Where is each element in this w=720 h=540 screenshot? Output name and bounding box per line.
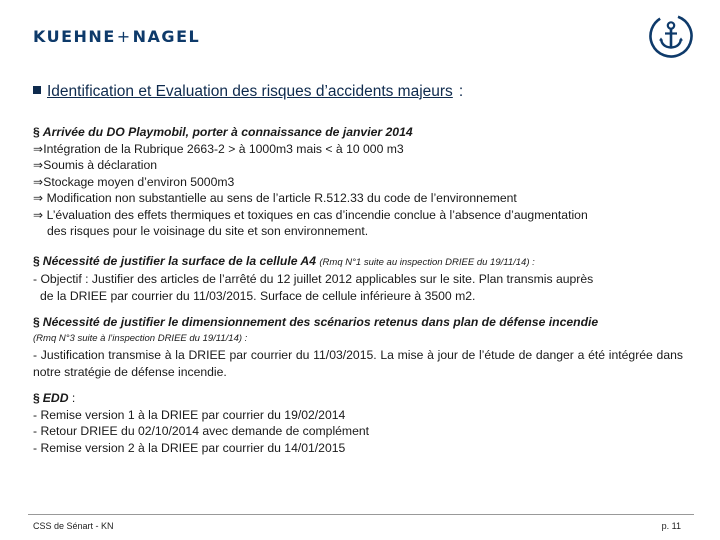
section-heading (33, 314, 683, 331)
list-item-continuation: des risques pour le voisinage du site et son environnement. (47, 224, 369, 238)
slide-title (33, 83, 463, 101)
bullet-icon: § (33, 253, 40, 268)
paragraph-line: de la DRIEE par courrier du 11/03/2015. Surface de cellule inférieure à 3500 m2. (40, 288, 476, 303)
section-heading-text: EDD (42, 391, 69, 405)
section-cellule-a4 (33, 253, 683, 305)
title-text: Identification et Evaluation des risques d’accidents majeurs (47, 83, 453, 100)
inspection-note: (Rmq N°1 suite au inspection DRIEE du 19/11/14) : (319, 256, 535, 268)
section-do-playmobil (33, 124, 683, 240)
list-item-text: L’évaluation des effets thermiques et toxiques en cas d’incendie conclue à l’absence d’augmentation (43, 207, 588, 222)
list-item: - Retour DRIEE du 02/10/2014 avec demande de complément (33, 424, 370, 438)
logo-plus: + (116, 27, 132, 46)
list-item (33, 207, 683, 224)
section-heading-text: Arrivée du DO Playmobil, porter à connaissance de janvier 2014 (42, 125, 413, 139)
list-item-text: Stockage moyen d’environ 5000m3 (43, 174, 235, 189)
list-item (33, 141, 683, 158)
list-item (33, 157, 683, 174)
logo-left: KUEHNE (33, 27, 116, 46)
arrow-icon: ⇒ (33, 191, 44, 205)
list-item-text: Soumis à déclaration (43, 158, 158, 172)
list-item (33, 174, 683, 191)
arrow-icon: ⇒ (33, 174, 44, 189)
arrow-icon: ⇒ (33, 207, 44, 222)
logo-right: NAGEL (132, 27, 201, 46)
company-logo (33, 27, 200, 46)
list-item (33, 190, 683, 207)
list-item-text: Intégration de la Rubrique 2663-2 > à 1000m3 mais < à 10 000 m3 (43, 141, 404, 156)
title-bullet-icon (33, 86, 41, 94)
title-colon: : (458, 83, 464, 100)
paragraph: - Justification transmise à la DRIEE par courrier du 11/03/2015. La mise à jour de l’étude de danger a été intégrée dans notre stratégie de défense incendie. (33, 348, 683, 379)
section-edd (33, 390, 683, 456)
footer-left: CSS de Sénart - KN (33, 521, 114, 531)
section-heading-text: Nécessité de justifier la surface de la cellule A4 (42, 253, 316, 268)
list-item: - Remise version 1 à la DRIEE par courrier du 19/02/2014 (33, 407, 346, 422)
paragraph-line: - Objectif : Justifier des articles de l’arrêté du 12 juillet 2012 applicables sur le site. Plan transmis auprès (33, 272, 594, 286)
section-heading (33, 124, 683, 141)
list-item: - Remise version 2 à la DRIEE par courrier du 14/01/2015 (33, 440, 346, 455)
arrow-icon: ⇒ (33, 141, 44, 156)
section-heading-text: Nécessité de justifier le dimensionnement des scénarios retenus dans plan de défense incendie (42, 315, 599, 329)
list-item-text: Modification non substantielle au sens de l’article R.512.33 du code de l’environnement (43, 191, 517, 205)
section-heading (33, 253, 683, 272)
section-heading-colon: : (68, 391, 76, 405)
footer-divider (28, 514, 694, 515)
bullet-icon: § (33, 391, 40, 405)
page-number: p. 11 (661, 521, 681, 531)
anchor-icon (649, 14, 693, 58)
section-heading (33, 390, 683, 407)
section-scenarios (33, 314, 683, 380)
inspection-note: (Rmq N°3 suite à l’inspection DRIEE du 19/11/14) : (33, 332, 248, 344)
bullet-icon: § (33, 315, 40, 329)
slide-content (33, 124, 683, 456)
bullet-icon: § (33, 125, 40, 139)
arrow-icon: ⇒ (33, 158, 44, 172)
